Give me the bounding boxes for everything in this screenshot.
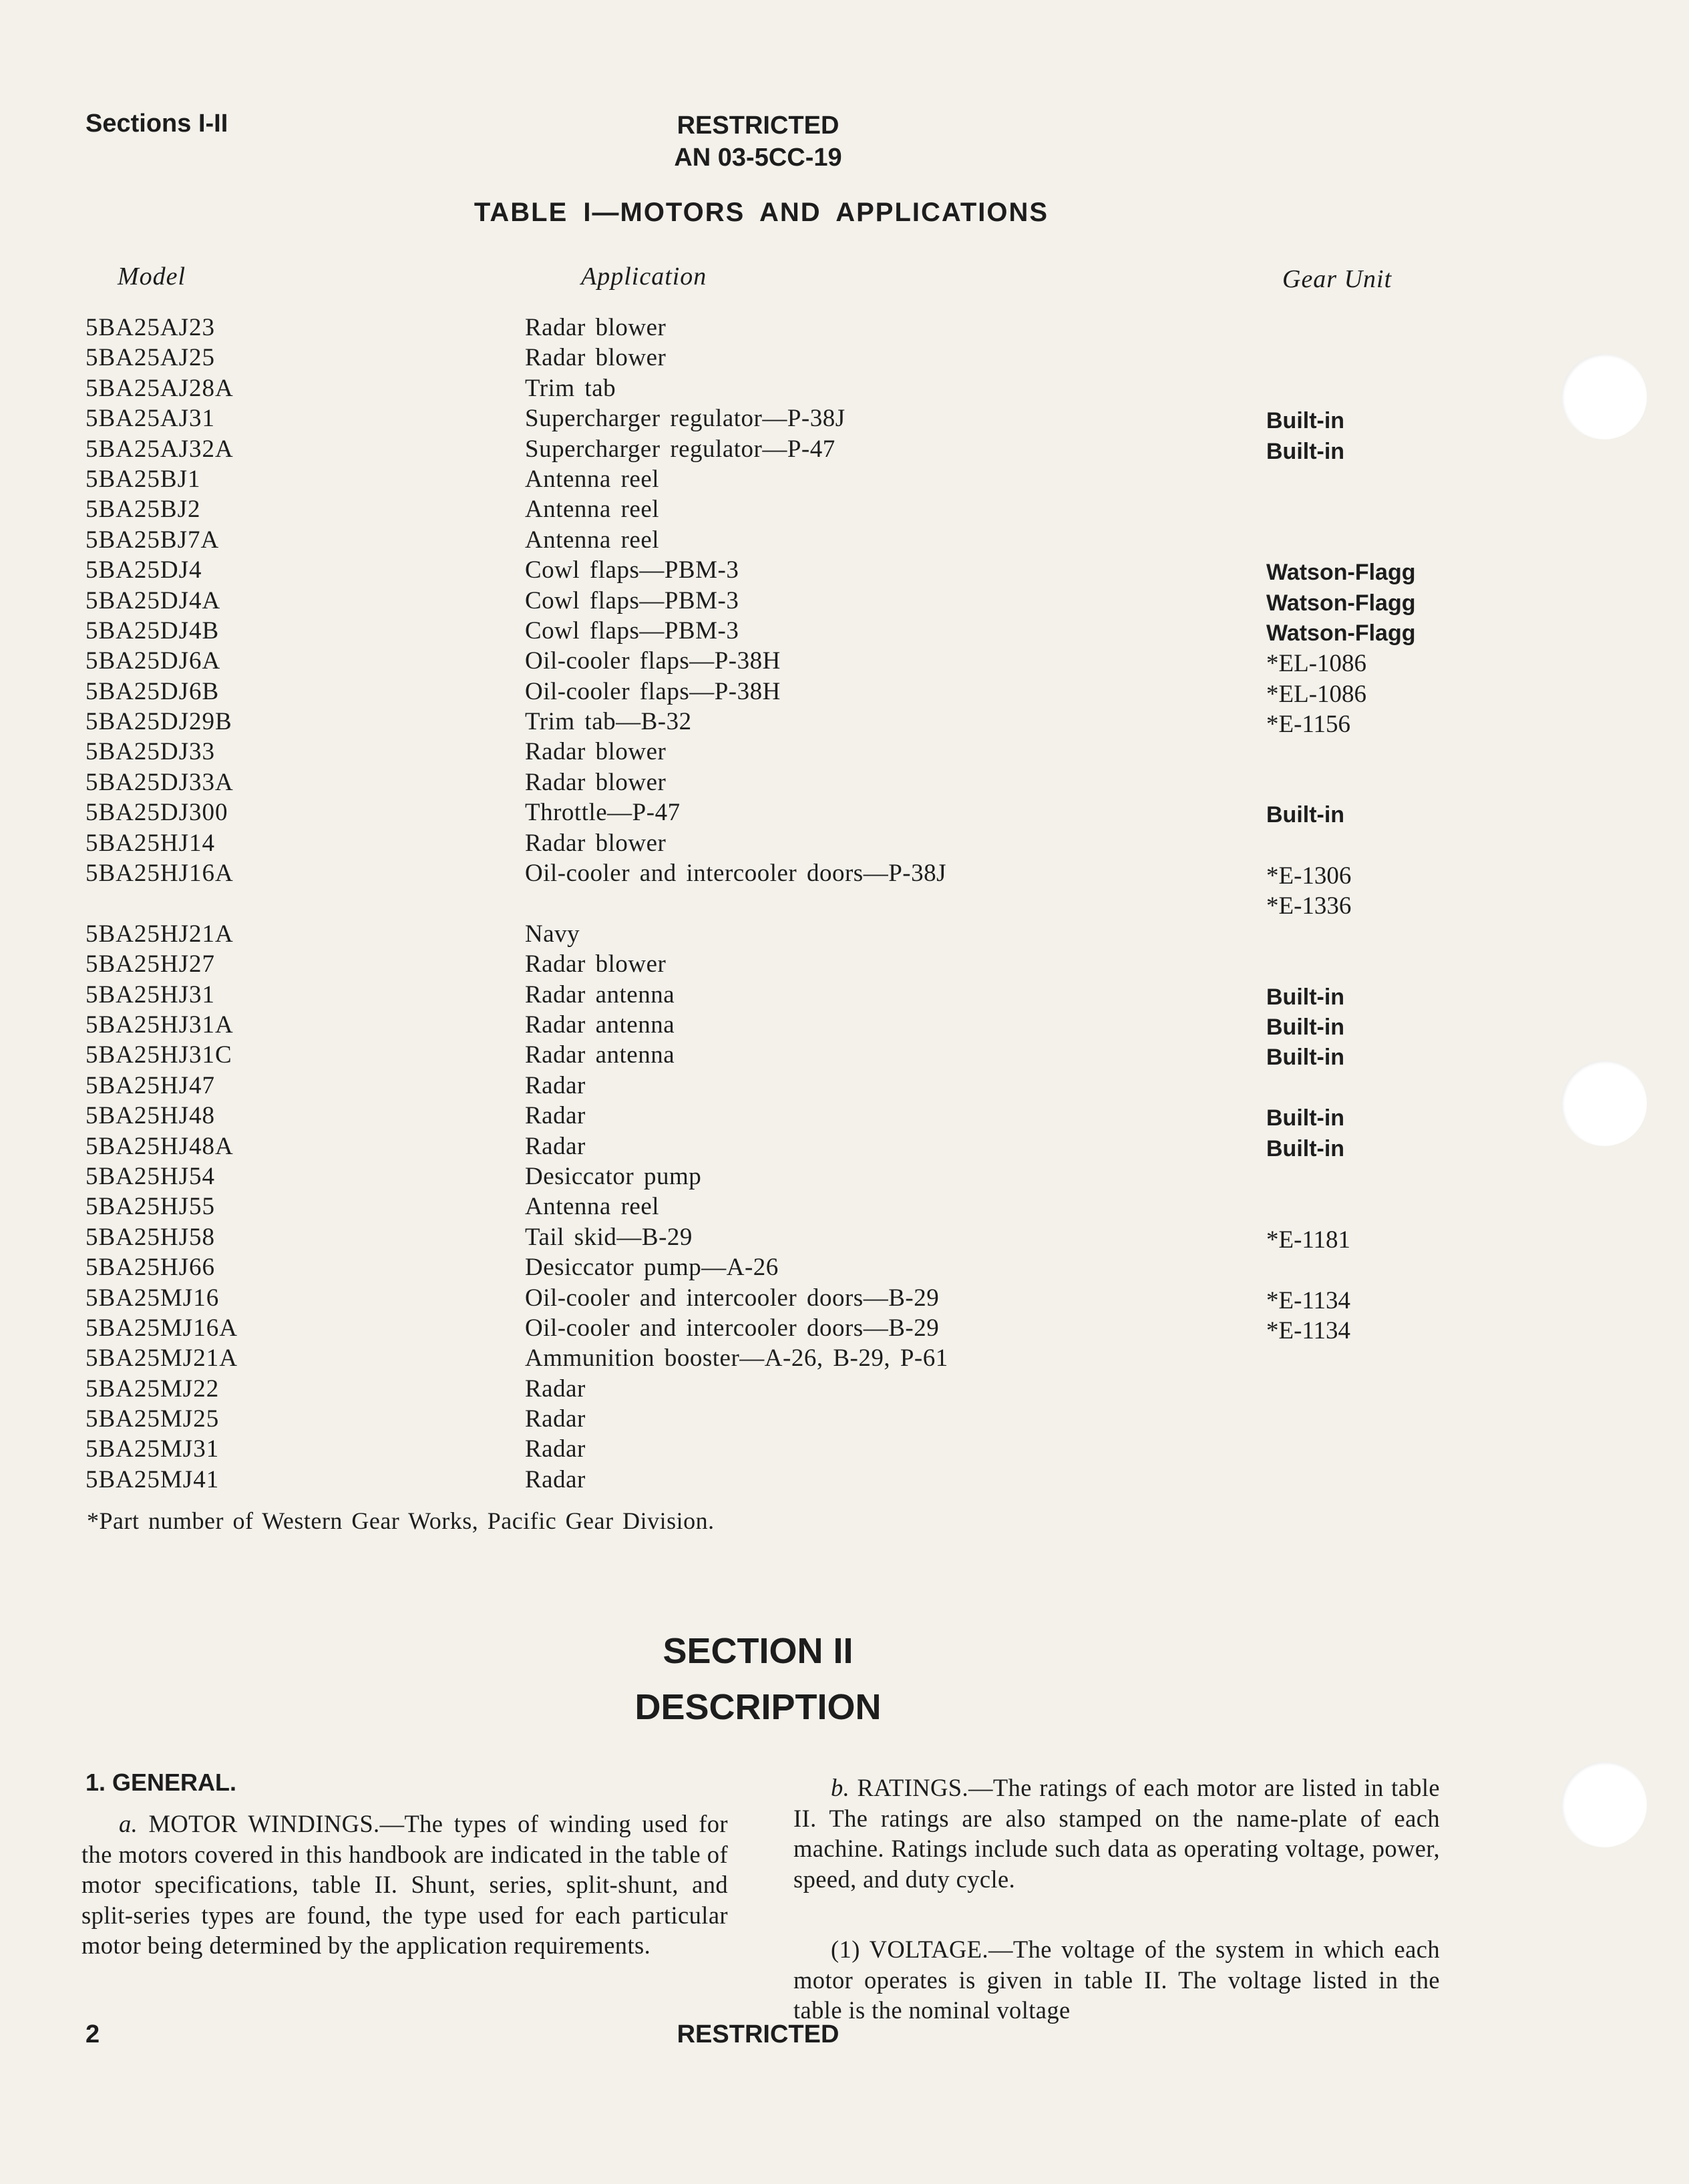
gear-unit-cell: Built-in [1266,438,1345,464]
model-cell: 5BA25AJ23 [85,314,216,341]
application-cell: Radar blower [525,738,667,766]
model-cell: 5BA25MJ16A [85,1314,238,1342]
application-cell: Desiccator pump [525,1162,702,1190]
model-cell: 5BA25DJ4 [85,556,202,584]
application-cell: Antenna reel [525,526,660,554]
model-cell: 5BA25HJ47 [85,1071,216,1099]
application-cell: Throttle—P-47 [525,799,681,827]
motors-table [0,313,1689,1495]
table-row [0,1161,1689,1192]
model-cell: 5BA25HJ21A [85,920,234,948]
gear-unit-cell: Watson-Flagg [1266,620,1416,646]
table-row [0,1343,1689,1373]
table-row [0,1010,1689,1040]
gear-unit-cell: Built-in [1266,408,1345,434]
table-row [0,1313,1689,1343]
model-cell: 5BA25MJ41 [85,1465,220,1493]
application-cell: Oil-cooler and intercooler doors—P-38J [525,860,946,888]
model-cell: 5BA25DJ33 [85,738,216,766]
model-cell: 5BA25HJ27 [85,950,216,978]
application-cell: Radar [525,1405,586,1433]
model-cell: 5BA25AJ28A [85,374,234,402]
application-cell: Cowl flaps—PBM-3 [525,616,739,645]
application-cell: Ammunition booster—A-26, B-29, P-61 [525,1344,948,1373]
model-cell: 5BA25HJ31A [85,1011,234,1039]
application-cell: Radar [525,1132,586,1160]
application-cell: Radar blower [525,314,667,341]
paragraph-motor-windings [81,1809,728,1961]
gear-unit-cell: *EL-1086 [1266,650,1367,678]
gear-unit-cell: *EL-1086 [1266,680,1367,708]
model-cell: 5BA25HJ55 [85,1193,216,1221]
gear-unit-cell: *E-1134 [1266,1286,1351,1314]
section-heading [0,1623,1516,1735]
table-row [0,1071,1689,1101]
column-header-application: Application [581,262,707,291]
table-row [0,494,1689,524]
application-cell: Radar antenna [525,1011,675,1039]
application-cell: Radar blower [525,344,667,372]
table-row [0,1101,1689,1131]
sections-label: Sections I-II [85,110,228,138]
table-row [0,797,1689,828]
application-cell: Navy [525,920,580,948]
model-cell: 5BA25HJ14 [85,829,216,857]
model-cell: 5BA25MJ31 [85,1435,220,1463]
model-cell: 5BA25DJ4B [85,616,220,645]
gear-unit-cell: Watson-Flagg [1266,560,1416,586]
table-row [0,434,1689,464]
header-center [0,110,1516,174]
section-title: DESCRIPTION [634,1687,882,1727]
table-row [0,343,1689,373]
model-cell: 5BA25MJ25 [85,1405,220,1433]
table-footnote: *Part number of Western Gear Works, Pacific Gear Division. [87,1507,715,1534]
table-row [0,1283,1689,1313]
gear-unit-cell: Built-in [1266,1135,1345,1161]
gear-unit-cell: *E-1306 *E-1336 [1266,862,1352,920]
para-title: RATINGS. [857,1774,968,1801]
application-cell: Radar antenna [525,1041,675,1069]
table-row [0,616,1689,646]
application-cell: Supercharger regulator—P-47 [525,435,835,463]
table-row [0,767,1689,797]
model-cell: 5BA25BJ1 [85,465,201,493]
table-row [0,1434,1689,1464]
para-text: —The voltage of the system in which each motor operates is given in table II. The voltage listed in the table is the nominal voltage [793,1936,1440,2024]
application-cell: Radar blower [525,768,667,796]
para-label: a. [119,1810,138,1837]
application-cell: Supercharger regulator—P-38J [525,405,846,433]
gear-unit-cell: Built-in [1266,984,1345,1010]
paragraph-ratings [793,1773,1440,1894]
table-row [0,980,1689,1010]
application-cell: Oil-cooler flaps—P-38H [525,647,781,675]
application-cell: Radar blower [525,950,667,978]
gear-unit-cell: *E-1181 [1266,1226,1351,1254]
gear-unit-cell: Built-in [1266,802,1345,828]
model-cell: 5BA25AJ32A [85,435,234,463]
table-row [0,1374,1689,1404]
gear-unit-cell: Built-in [1266,1105,1345,1131]
table-row [0,919,1689,949]
table-row [0,1404,1689,1434]
para-label: b. [831,1774,850,1801]
model-cell: 5BA25HJ31C [85,1041,232,1069]
application-cell: Tail skid—B-29 [525,1223,693,1251]
application-cell: Radar [525,1375,586,1403]
model-cell: 5BA25DJ300 [85,799,228,827]
general-heading: 1. GENERAL. [85,1769,237,1796]
model-cell: 5BA25HJ66 [85,1254,216,1282]
application-cell: Radar [525,1102,586,1130]
table-row [0,707,1689,737]
table-row [0,1252,1689,1282]
para-title: MOTOR WINDINGS. [148,1810,380,1837]
model-cell: 5BA25AJ31 [85,405,216,433]
gear-unit-cell: Built-in [1266,1015,1345,1040]
application-cell: Antenna reel [525,465,660,493]
model-cell: 5BA25MJ21A [85,1344,238,1373]
application-cell: Radar [525,1071,586,1099]
table-row [0,858,1689,919]
model-cell: 5BA25BJ7A [85,526,220,554]
table-row [0,403,1689,433]
para-title: VOLTAGE. [869,1936,988,1963]
column-header-model: Model [118,262,186,291]
model-cell: 5BA25AJ25 [85,344,216,372]
model-cell: 5BA25HJ54 [85,1162,216,1190]
table-row [0,1222,1689,1252]
para-text: —The ratings of each motor are listed in table II. The ratings are also stamped on the name-plate of each machine. Ratings include such data as operating voltage, power, speed, and duty cycle. [793,1774,1440,1893]
table-row [0,373,1689,403]
application-cell: Radar blower [525,829,667,857]
model-cell: 5BA25MJ16 [85,1284,220,1312]
model-cell: 5BA25DJ29B [85,708,232,736]
application-cell: Desiccator pump—A-26 [525,1254,779,1282]
model-cell: 5BA25DJ6A [85,647,221,675]
table-row [0,828,1689,858]
application-cell: Radar [525,1435,586,1463]
application-cell: Cowl flaps—PBM-3 [525,586,739,614]
binder-hole [1561,1762,1647,1847]
table-row [0,464,1689,494]
model-cell: 5BA25HJ48A [85,1132,234,1160]
model-cell: 5BA25HJ16A [85,860,234,888]
application-cell: Oil-cooler flaps—P-38H [525,677,781,705]
application-cell: Trim tab [525,374,616,402]
header-classification: RESTRICTED [677,112,839,140]
model-cell: 5BA25DJ33A [85,768,234,796]
table-row [0,1192,1689,1222]
doc-number: AN 03-5CC-19 [674,144,842,172]
table-title: TABLE I—MOTORS AND APPLICATIONS [474,198,1049,227]
table-row [0,677,1689,707]
column-header-gear-unit: Gear Unit [1282,265,1392,293]
gear-unit-cell: *E-1156 [1266,711,1351,739]
gear-unit-cell: *E-1134 [1266,1316,1351,1344]
model-cell: 5BA25HJ58 [85,1223,216,1251]
para-label: (1) [831,1936,860,1963]
table-row [0,313,1689,343]
gear-unit-cell: Built-in [1266,1045,1345,1071]
table-row [0,1040,1689,1070]
application-cell: Antenna reel [525,496,660,524]
application-cell: Oil-cooler and intercooler doors—B-29 [525,1284,940,1312]
application-cell: Antenna reel [525,1193,660,1221]
table-row [0,737,1689,767]
table-row [0,1131,1689,1161]
gear-unit-cell: Watson-Flagg [1266,590,1416,616]
table-row [0,949,1689,979]
para-text: —The types of winding used for the motors covered in this handbook are indicated in the table of motor specifications, table II. Shunt, series, split-shunt, and split-series types are found, the type used for each particular motor being determined by the application requirements. [81,1810,728,1959]
model-cell: 5BA25DJ6B [85,677,220,705]
table-row [0,586,1689,616]
model-cell: 5BA25DJ4A [85,586,221,614]
table-row [0,555,1689,585]
footer-classification: RESTRICTED [677,2020,839,2048]
application-cell: Cowl flaps—PBM-3 [525,556,739,584]
table-row [0,646,1689,676]
section-number: SECTION II [663,1631,854,1671]
table-row [0,525,1689,555]
model-cell: 5BA25BJ2 [85,496,201,524]
page-number: 2 [85,2020,100,2048]
application-cell: Radar [525,1465,586,1493]
model-cell: 5BA25HJ48 [85,1102,216,1130]
application-cell: Radar antenna [525,980,675,1009]
application-cell: Trim tab—B-32 [525,708,692,736]
model-cell: 5BA25HJ31 [85,980,216,1009]
table-row [0,1465,1689,1495]
paragraph-voltage [793,1934,1440,2026]
application-cell: Oil-cooler and intercooler doors—B-29 [525,1314,940,1342]
model-cell: 5BA25MJ22 [85,1375,220,1403]
